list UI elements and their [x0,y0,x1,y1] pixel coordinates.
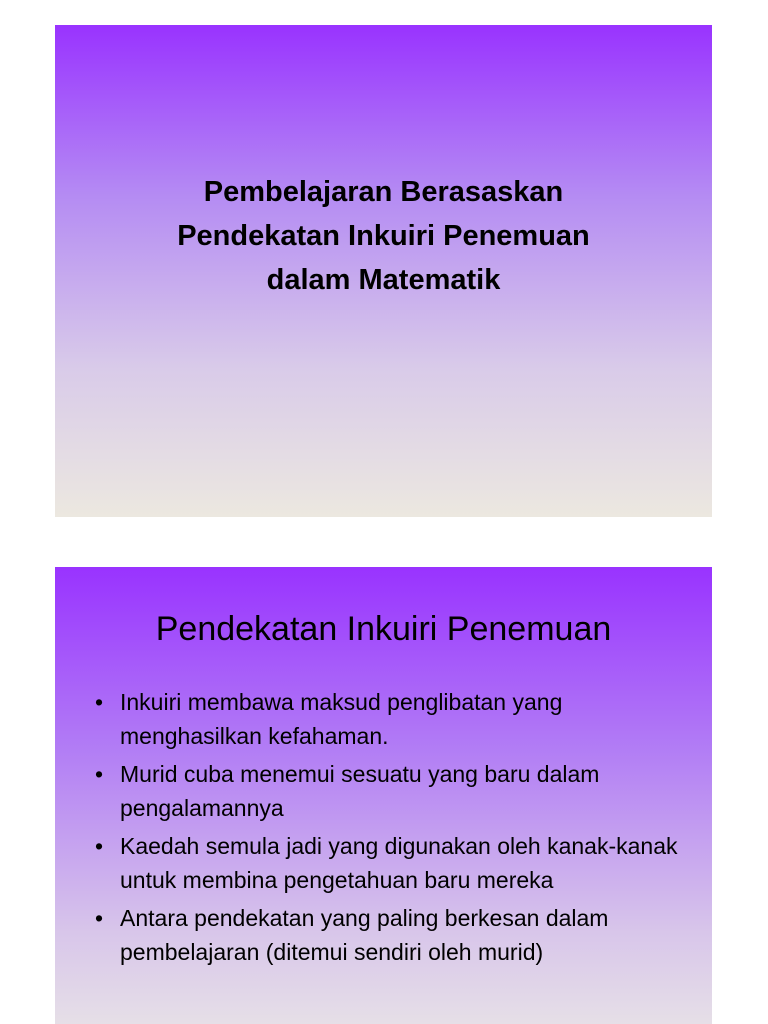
slide-2 [55,567,712,1024]
bullet-item [95,829,685,897]
slide-2-heading: Pendekatan Inkuiri Penemuan [155,610,612,648]
bullet-icon: • [95,761,104,787]
bullet-icon: • [95,833,104,859]
bullet-list [95,685,685,973]
bullet-text: Inkuiri membawa maksud penglibatan yang menghasilkan kefahaman. [120,689,563,749]
bullet-item [95,901,685,969]
title-line-3: dalam Matematik [266,264,501,296]
bullet-icon: • [95,905,104,931]
bullet-icon: • [95,689,104,715]
slide-1 [55,25,712,517]
bullet-item [95,685,685,753]
title-line-1: Pembelajaran Berasaskan [203,176,564,208]
bullet-item [95,757,685,825]
bullet-text: Murid cuba menemui sesuatu yang baru dalam pengalamannya [120,761,600,821]
title-line-2: Pendekatan Inkuiri Penemuan [177,220,590,252]
slide-1-title [55,170,712,302]
bullet-text: Kaedah semula jadi yang digunakan oleh kanak-kanak untuk membina pengetahuan baru mereka [120,833,678,893]
bullet-text: Antara pendekatan yang paling berkesan dalam pembelajaran (ditemui sendiri oleh murid) [120,905,609,965]
